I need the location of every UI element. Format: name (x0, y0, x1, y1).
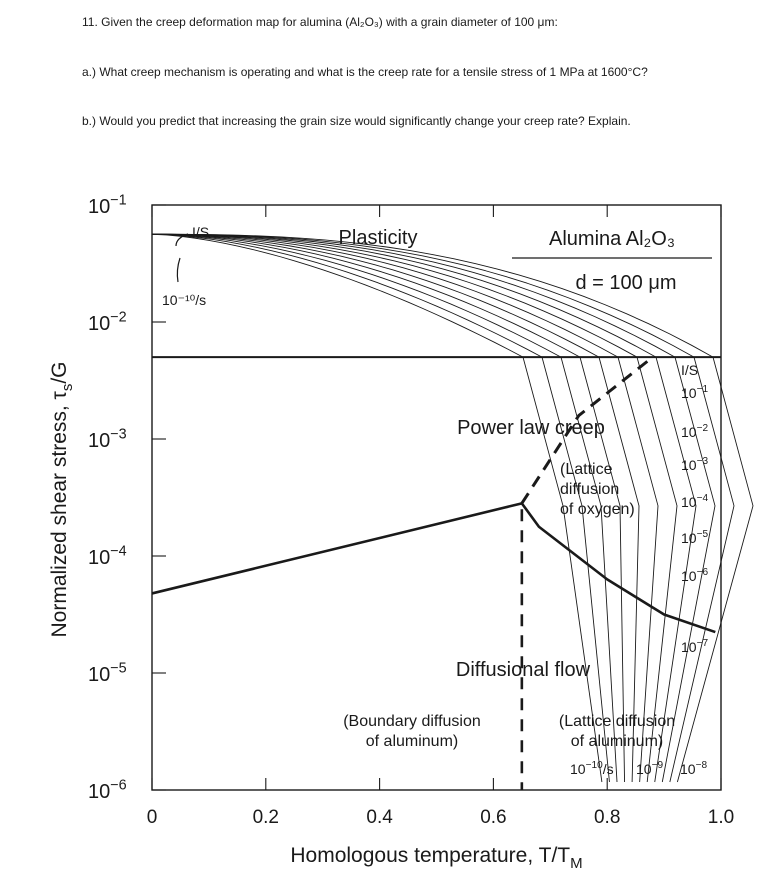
x-tick-label: 1.0 (707, 807, 735, 828)
diffusional-boundary (152, 503, 715, 632)
strain-rate-label-right: $10^{-1}$ (681, 384, 709, 401)
region-diffusional: Diffusional flow (455, 659, 591, 681)
x-tick-label: 0.2 (252, 807, 280, 828)
question-part-a: a.) What creep mechanism is operating and what is the creep rate for a tensile stress of 1 MPa at 1600°C? (82, 65, 648, 79)
x-tick-label: 0.4 (366, 807, 393, 828)
x-tick-label: 0 (146, 807, 158, 828)
strain-rate-contour (152, 234, 620, 782)
strain-rate-contour (152, 234, 753, 782)
strain-rate-label-bottom: $10^{-8}$ (680, 760, 708, 777)
strain-rate-label-right: $10^{-3}$ (681, 456, 709, 473)
y-tick-label: $10^{-2}$ (88, 309, 127, 335)
y-tick-label: $10^{-3}$ (88, 426, 127, 452)
arrow-icon (177, 258, 180, 282)
boundary-diffusion-label: (Boundary diffusion (343, 713, 481, 730)
lattice-diffusion-label: of aluminum) (570, 733, 664, 750)
y-axis-label: Normalized shear stress, $\tau_s/G$ (48, 361, 76, 638)
question-part-b: b.) Would you predict that increasing the grain size would significantly change your creep rate? Explain. (82, 114, 631, 128)
material-label: Alumina Al₂O₃ (549, 228, 675, 250)
power-law-subtitle: of oxygen) (560, 501, 635, 518)
strain-rate-contour (152, 234, 734, 782)
y-tick-label: $10^{-6}$ (88, 777, 127, 803)
region-power-law: Power law creep (457, 417, 605, 439)
x-tick-label: 0.6 (480, 807, 507, 828)
strain-rate-contour (152, 234, 602, 782)
y-tick-label: $10^{-4}$ (88, 543, 127, 569)
lattice-diffusion-label: (Lattice diffusion (558, 713, 676, 730)
strain-rate-label-bottom: $10^{-9}$ (636, 760, 664, 777)
power-law-subtitle: (Lattice (560, 461, 613, 478)
strain-rate-contour (152, 234, 609, 782)
strain-rate-label-right: I/S (681, 362, 699, 378)
question-title: 11. Given the creep deformation map for alumina (Al₂O₃) with a grain diameter of 100 μm: (82, 15, 558, 29)
y-tick-label: $10^{-1}$ (88, 192, 127, 218)
boundary-diffusion-label: of aluminum) (365, 733, 459, 750)
strain-rate-label-right: $10^{-7}$ (681, 638, 709, 655)
strain-rate-label-right: $10^{-6}$ (681, 567, 709, 584)
grain-size-label: d = 100 μm (575, 272, 677, 294)
strain-rate-contour (152, 234, 625, 782)
y-tick-label: $10^{-5}$ (88, 660, 127, 686)
x-axis-label: Homologous temperature, $T/T_M$ (290, 844, 583, 872)
strain-rate-label-bottom: $10^{-10}/s$ (570, 760, 614, 777)
strain-rate-label-top: I/S (192, 224, 210, 240)
region-plasticity: Plasticity (338, 227, 418, 249)
strain-rate-label-right: $10^{-2}$ (681, 423, 709, 440)
strain-rate-label-right: $10^{-4}$ (681, 493, 709, 510)
strain-rate-label-top: 10⁻¹⁰/s (162, 292, 207, 308)
x-tick-label: 0.8 (593, 807, 621, 828)
strain-rate-label-right: $10^{-5}$ (681, 529, 709, 546)
power-law-subtitle: diffusion (560, 481, 620, 498)
